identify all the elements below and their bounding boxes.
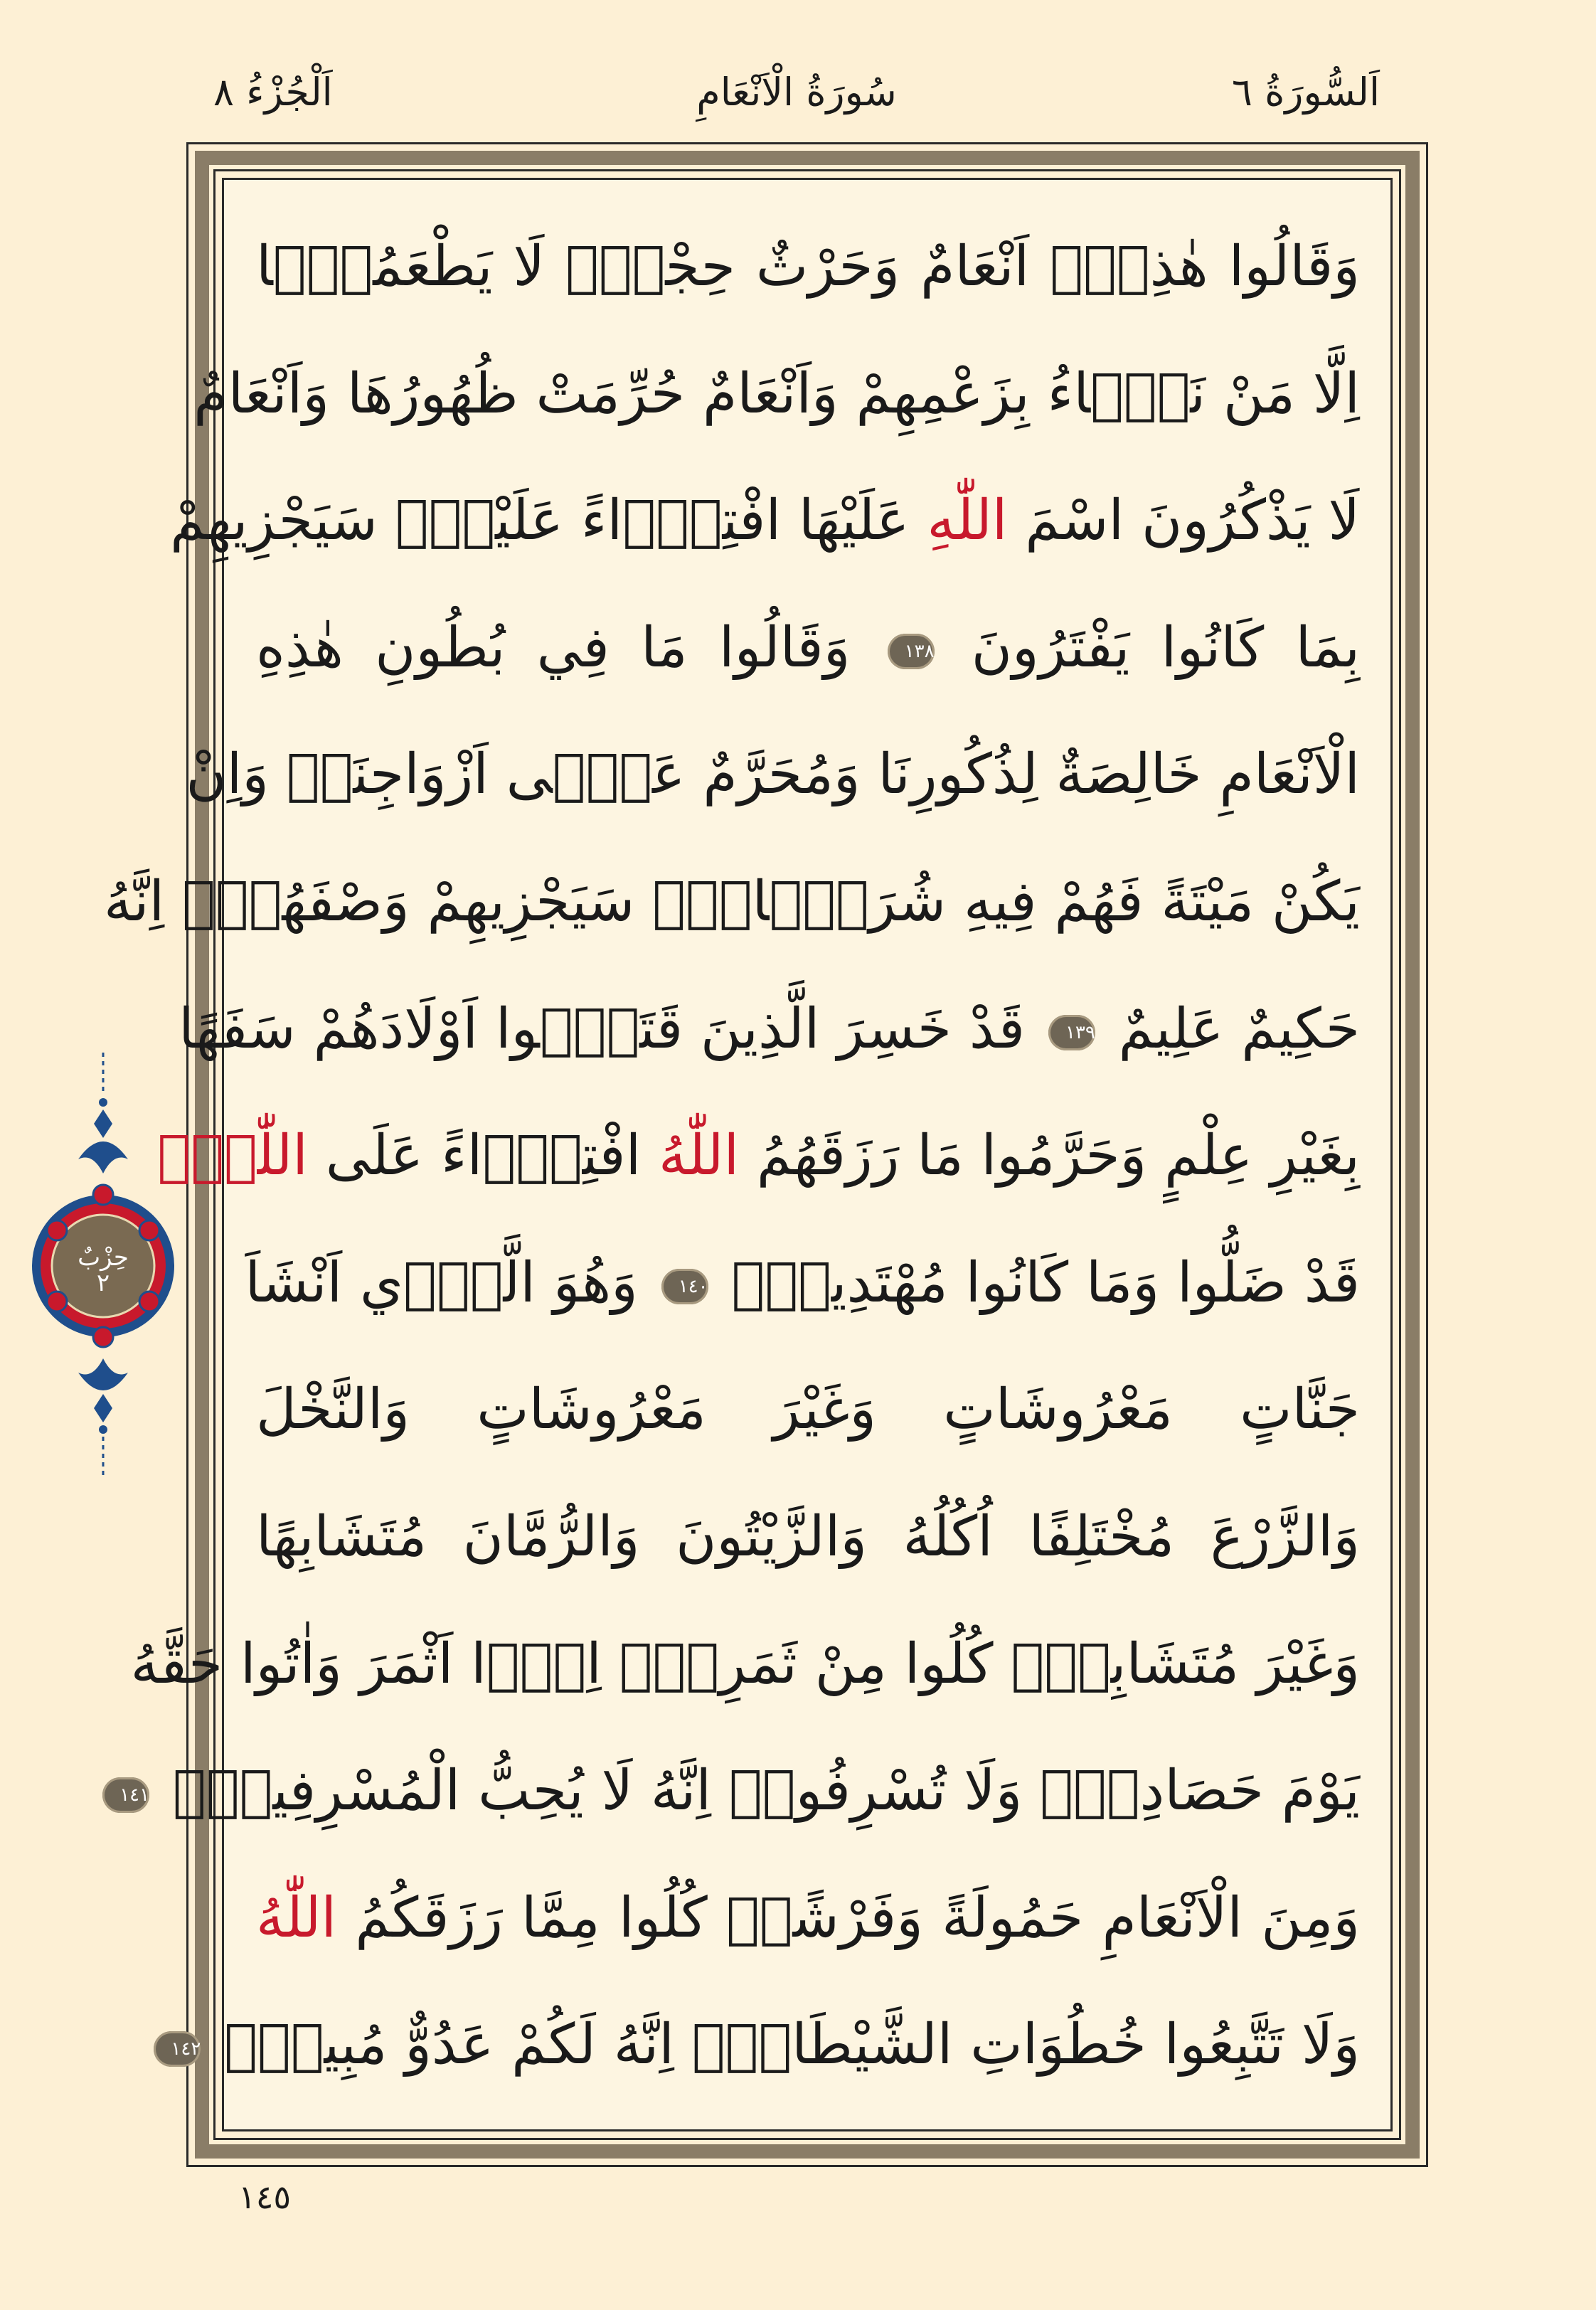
word: عَلٰۤى (506, 742, 686, 807)
word: وَالزَّيْتُونَ (676, 1504, 868, 1569)
word: اَوْلَادَهُمْ (313, 996, 479, 1061)
text-line (179, 966, 1360, 1093)
word: حَكِيمٌ (1241, 996, 1360, 1061)
word: مُتَشَابِهٍۜ (1011, 1632, 1240, 1696)
word: ضَلُّوا (1176, 1250, 1287, 1315)
text-line (193, 331, 1360, 458)
ayah-number-marker: ١٤٠ (661, 1269, 708, 1304)
word: هٰذِهِۤ (1050, 235, 1208, 299)
word: وَقَالُوا (718, 615, 851, 680)
word: لَا (601, 1759, 634, 1824)
word: مِنْ (814, 1632, 887, 1696)
word: وَفَرْشًاۜ (725, 1885, 923, 1950)
word: مُخْتَلِفًا (1028, 1504, 1175, 1569)
ayah-number-marker: ١٤١ (102, 1777, 149, 1813)
divine-name-word: اللّٰهُ (659, 1124, 740, 1188)
divine-name-word: اللّٰهِ (927, 489, 1008, 553)
word: عَلَى (325, 1124, 424, 1188)
word: مُهْتَدِينَ۟ (731, 1250, 948, 1315)
hizb-word: حِزْبٌ (78, 1243, 129, 1272)
word: كَانُوا (965, 1250, 1069, 1315)
word: خَسِرَ (837, 996, 952, 1061)
surah-name: سُورَةُ الْاَنْعَامِ (696, 70, 897, 115)
word: ظُهُورُهَا (346, 361, 518, 426)
word: عَلِيمٌ (1118, 996, 1224, 1061)
word: فِيهِ (963, 869, 1037, 934)
word: فِي (536, 615, 610, 680)
word: لَا (1328, 489, 1360, 553)
word: سَفَهًا (179, 996, 296, 1061)
word: وَغَيْرَ (773, 1378, 877, 1442)
word: قَتَلُۤوا (495, 996, 683, 1061)
word: شُرَكَۤاءُۜ (652, 869, 947, 934)
word: وَحَرْثٌ (755, 235, 900, 299)
word: يَطْعَمُهَۤا (256, 235, 493, 299)
word: يَفْتَرُونَ (971, 615, 1130, 680)
word: مَعْرُوشَاتٍ (943, 1378, 1173, 1442)
divine-name-word: اللّٰهُ (256, 1885, 337, 1950)
word: وَمُحَرَّمٌ (703, 742, 861, 807)
word: لِذُكُورِنَا (878, 742, 1038, 807)
text-line (256, 585, 1360, 712)
word: يَذْكُرُونَ (1141, 489, 1311, 553)
word: وَغَيْرَ (1256, 1632, 1360, 1696)
word: لَا (513, 235, 546, 299)
word: كَانُوا (1161, 615, 1265, 680)
word: مَا (917, 1124, 964, 1188)
word: عِلْمٍ (1164, 1124, 1253, 1188)
hizb-number: ٢ (96, 1269, 110, 1297)
word: رَزَقَهُمُ (756, 1124, 900, 1188)
word: وَحَرَّمُوا (981, 1124, 1147, 1188)
text-line (256, 1346, 1360, 1474)
word: اِنَّهُ (103, 869, 165, 934)
word: بُطُونِ (375, 615, 506, 680)
word: عَلَيْهِۜ (395, 489, 564, 553)
ayah-number-marker: ١٣٨ (888, 634, 935, 669)
word: تَتَّبِعُوا (1164, 2013, 1284, 2077)
word: وَاٰتُوا (240, 1632, 342, 1696)
word: عَلَيْهَا (798, 489, 910, 553)
text-line (170, 457, 1360, 585)
text-line (256, 1474, 1360, 1601)
word: مُتَشَابِهًا (256, 1504, 427, 1569)
word: جَنَّاتٍ (1240, 1378, 1361, 1442)
word: الْاَنْعَامِ (1102, 1885, 1243, 1950)
word: اَنْعَامٌ (920, 235, 1030, 299)
hizb-label (28, 1245, 178, 1296)
word: وَاِنْ (186, 742, 269, 807)
text-line (256, 203, 1360, 331)
word: اَثْمَرَ (359, 1632, 454, 1696)
juz-label: اَلْجُزْءُ ٨ (213, 70, 333, 115)
word: مَا (641, 615, 688, 680)
word: مُبِينٌۙ (224, 2013, 388, 2077)
word: تُسْرِفُواۜ (728, 1759, 947, 1824)
word: وَالرُّمَّانَ (462, 1504, 640, 1569)
word: وَاَنْعَامٌ (193, 361, 330, 426)
word: لَكُمْ (511, 2013, 596, 2077)
word: الْمُسْرِفِينَۙ (172, 1759, 461, 1824)
word: اِذَۤا (471, 1632, 602, 1696)
text-line (130, 1601, 1360, 1728)
word: افْتِرَۤاءً (440, 1124, 642, 1188)
word: يَوْمَ (1281, 1759, 1360, 1824)
word: مِمَّا (521, 1885, 600, 1950)
word: وَالزَّرْعَ (1210, 1504, 1361, 1569)
word: قَدْ (969, 996, 1026, 1061)
word: الْاَنْعَامِ (1219, 742, 1360, 807)
page-number: ١٤٥ (238, 2178, 292, 2216)
word: ثَمَرِهِۤ (619, 1632, 797, 1696)
word: سَيَجْزِيهِمْ (170, 489, 378, 553)
word: خُطُوَاتِ (970, 2013, 1147, 2077)
word: افْتِرَۤاءً (580, 489, 782, 553)
word: قَدْ (1304, 1250, 1360, 1315)
word: بِزَعْمِهِمْ (856, 361, 1030, 426)
word: اَنْشَاَ (245, 1250, 343, 1315)
word: وَاَنْعَامٌ (702, 361, 839, 426)
word: وَمَا (1085, 1250, 1160, 1315)
word: بِمَا (1295, 615, 1361, 680)
ayah-number-marker: ١٤٢ (154, 2031, 201, 2067)
word: يُحِبُّ (478, 1759, 584, 1824)
word: هٰذِهِ (256, 615, 344, 680)
word: مَعْرُوشَاتٍ (477, 1378, 706, 1442)
word: اِنَّهُ (613, 2013, 674, 2077)
text-line (157, 1092, 1360, 1220)
word: اِلَّا (1312, 361, 1360, 426)
ayah-number-marker: ١٣٩ (1048, 1015, 1095, 1050)
word: وَلَا (964, 1759, 1023, 1824)
word: وَمِنَ (1261, 1885, 1361, 1950)
word: خَالِصَةٌ (1055, 742, 1202, 807)
word: اسْمَ (1025, 489, 1124, 553)
word: عَدُوٌّ (405, 2013, 494, 2077)
word: مَنْ (1223, 361, 1296, 426)
text-line (256, 1855, 1360, 1982)
hizb-marker (28, 1053, 178, 1479)
word: الَّذِۤي (359, 1250, 536, 1315)
word: وَهُوَ (553, 1250, 638, 1315)
word: كُلُوا (904, 1632, 994, 1696)
word: اَزْوَاجِنَاۚ (286, 742, 489, 807)
text-line (245, 1220, 1360, 1347)
word: وَصْفَهُمْۜ (181, 869, 410, 934)
word: الَّذِينَ (700, 996, 820, 1061)
word: مَيْتَةً (1161, 869, 1255, 934)
word: فَهُمْ (1054, 869, 1144, 934)
word: حِجْرٌۗ (565, 235, 735, 299)
word: اِنَّهُ (650, 1759, 712, 1824)
word: حَمُولَةً (942, 1885, 1084, 1950)
word: حُرِّمَتْ (536, 361, 686, 426)
word: وَلَا (1301, 2013, 1360, 2077)
word: حَقَّهُ (130, 1632, 223, 1696)
word: الشَّيْطَانِۜ (691, 2013, 953, 2077)
word: اُكُلُهُ (903, 1504, 993, 1569)
word: رَزَقَكُمُ (355, 1885, 503, 1950)
word: حَصَادِهِۗ (1040, 1759, 1264, 1824)
word: بِغَيْرِ (1270, 1124, 1360, 1188)
text-line (119, 1728, 1360, 1855)
word: وَقَالُوا (1228, 235, 1361, 299)
divine-name-word: اللّٰهِۜ (157, 1124, 308, 1188)
page-header (213, 70, 1380, 127)
word: نَشَۤاءُ (1047, 361, 1206, 426)
word: وَالنَّخْلَ (256, 1378, 410, 1442)
word: سَيَجْزِيهِمْ (427, 869, 635, 934)
text-line (103, 839, 1360, 966)
text-line (186, 711, 1360, 839)
text-line (171, 1981, 1360, 2109)
surah-number: اَلسُّورَةُ ٦ (1231, 70, 1380, 115)
word: كُلُوا (618, 1885, 708, 1950)
word: يَكُنْ (1271, 869, 1360, 934)
